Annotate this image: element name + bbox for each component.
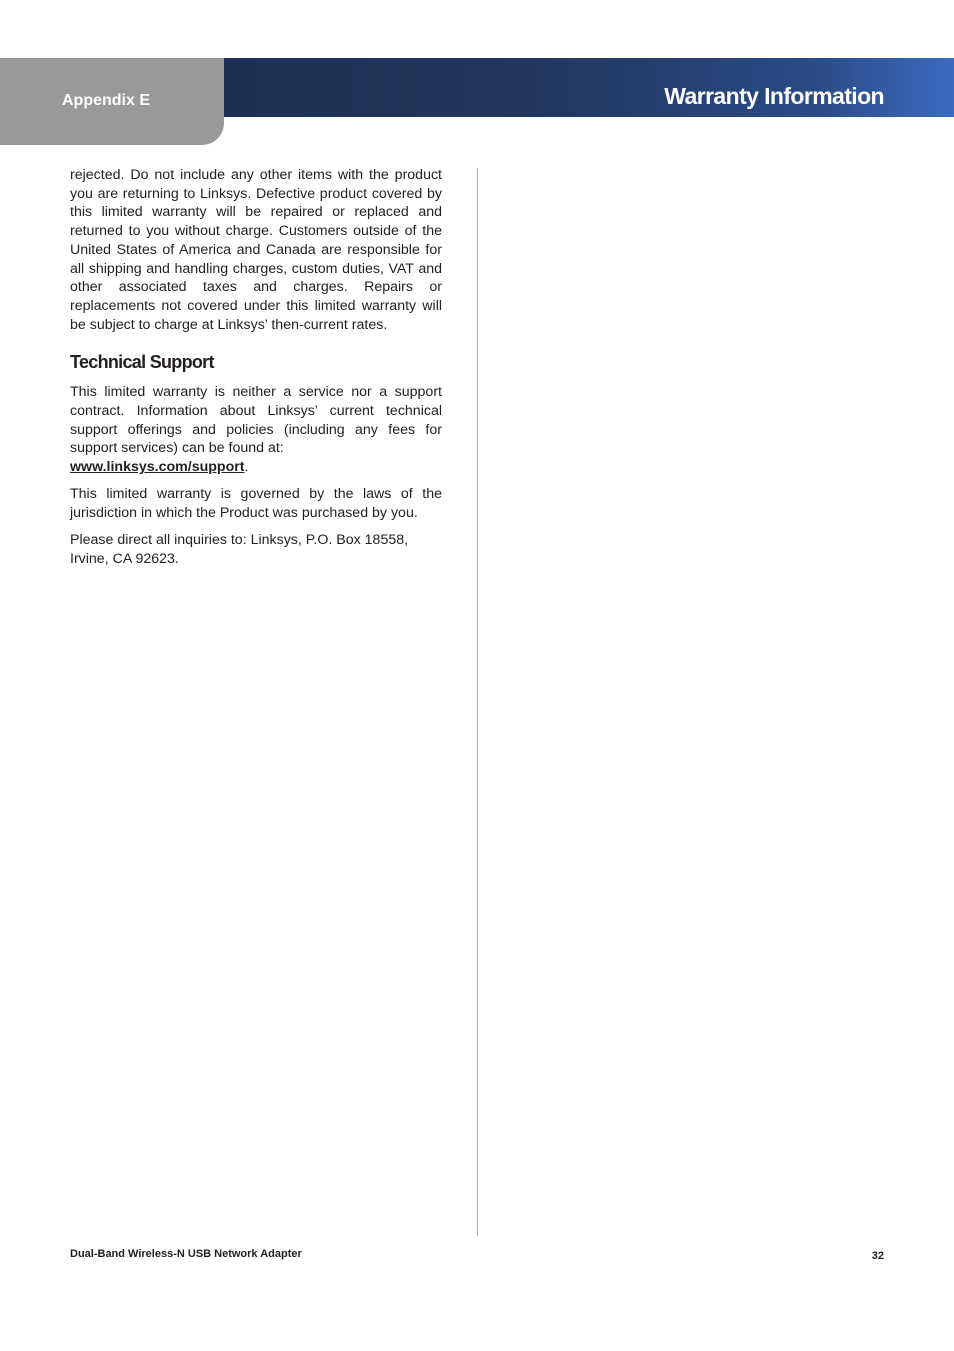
- support-link-suffix: .: [244, 459, 249, 476]
- footer-product-name: Dual-Band Wireless-N USB Network Adapter: [70, 1248, 302, 1260]
- support-link[interactable]: www.linksys.com/support: [70, 459, 245, 476]
- paragraph-inquiries: Please direct all inquiries to: Linksys, P.O. Box 18558, Irvine, CA 92623.: [70, 532, 409, 567]
- column-divider: [477, 168, 478, 1236]
- section-title: Warranty Information: [664, 83, 884, 109]
- support-info-text: This limited warranty is neither a service nor a support contract. Information about Linksys’ current technical support offerings and policies (including any fees for support services) can be found at:: [70, 384, 442, 457]
- paragraph-support-info: [70, 383, 442, 458]
- appendix-label: Appendix E: [62, 92, 151, 109]
- left-column: [70, 166, 442, 577]
- paragraph-support-link: [70, 458, 442, 477]
- footer-page-number: 32: [871, 1250, 884, 1262]
- heading-technical-support: Technical Support: [70, 352, 214, 373]
- paragraph-return-policy: rejected. Do not include any other items with the product you are returning to Linksys. Defective product covered by this limited warranty will be repaired or replaced and returned to you without charge. Customers outside of the United States of America and Canada are responsible for all shipping and handling charges, custom duties, VAT and other associated taxes and charges. Repairs or replacements not covered under this limited warranty will be subject to charge at Linksys’ then-current rates.: [70, 167, 442, 333]
- paragraph-governing-law: This limited warranty is governed by the laws of the jurisdiction in which the Product was purchased by you.: [70, 486, 442, 521]
